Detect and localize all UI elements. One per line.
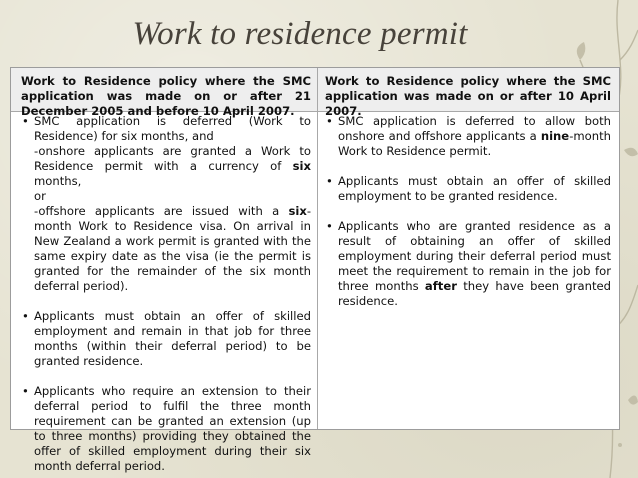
bullet-icon: •: [326, 114, 333, 128]
bullet-text: Applicants who are granted residence as a result of obtaining an offer of skilled employment during their deferral period must meet the requirement to remain in the job for three months after they have been granted residence.: [338, 219, 611, 308]
slide-title: Work to residence permit: [132, 16, 468, 52]
comparison-table: [10, 67, 620, 473]
bullet-text: Applicants must obtain an offer of skilled employment to be granted residence.: [338, 174, 611, 203]
list-item: [21, 309, 311, 369]
list-item: [325, 174, 611, 204]
bullet-icon: •: [22, 114, 29, 128]
bullet-text: SMC application is deferred (Work to Residence) for six months, and: [34, 114, 311, 143]
list-item: [325, 219, 611, 309]
bullet-icon: •: [22, 309, 29, 323]
bullet-list: [11, 112, 317, 474]
bullet-subtext: -onshore applicants are granted a Work to Residence permit with a currency of six months,: [34, 144, 311, 188]
bullet-icon: •: [326, 219, 333, 233]
bullet-icon: •: [326, 174, 333, 188]
bullet-text: Applicants must obtain an offer of skilled employment and remain in that job for three months (within their deferral period) to be granted residence.: [34, 309, 311, 368]
list-item: [21, 384, 311, 474]
list-item: [325, 114, 611, 159]
bullet-text: SMC application is deferred to allow both onshore and offshore applicants a nine-month Work to Residence permit.: [338, 114, 611, 158]
column-header: Work to Residence policy where the SMC application was made on or after 21 December 2005 and before 10 April 2007.: [11, 68, 317, 112]
column-header: Work to Residence policy where the SMC application was made on or after 10 April 2007.: [318, 68, 619, 112]
bullet-subtext: -offshore applicants are issued with a six-month Work to Residence visa. On arrival in New Zealand a work permit is granted with the same expiry date as the visa (ie the permit is granted for the remainder of the six month deferral period).: [34, 204, 311, 293]
list-item: [21, 114, 311, 294]
bullet-icon: •: [22, 384, 29, 398]
bullet-text: Applicants who require an extension to their deferral period to fulfil the three month requirement can be granted an extension (up to three months) providing they obtained the offer of skilled employment during their six month deferral period.: [34, 384, 311, 473]
table-column-after-2007: [318, 68, 619, 429]
table-column-before-2007: [11, 68, 318, 473]
bullet-subtext: or: [34, 189, 46, 203]
bullet-list: [318, 112, 619, 309]
